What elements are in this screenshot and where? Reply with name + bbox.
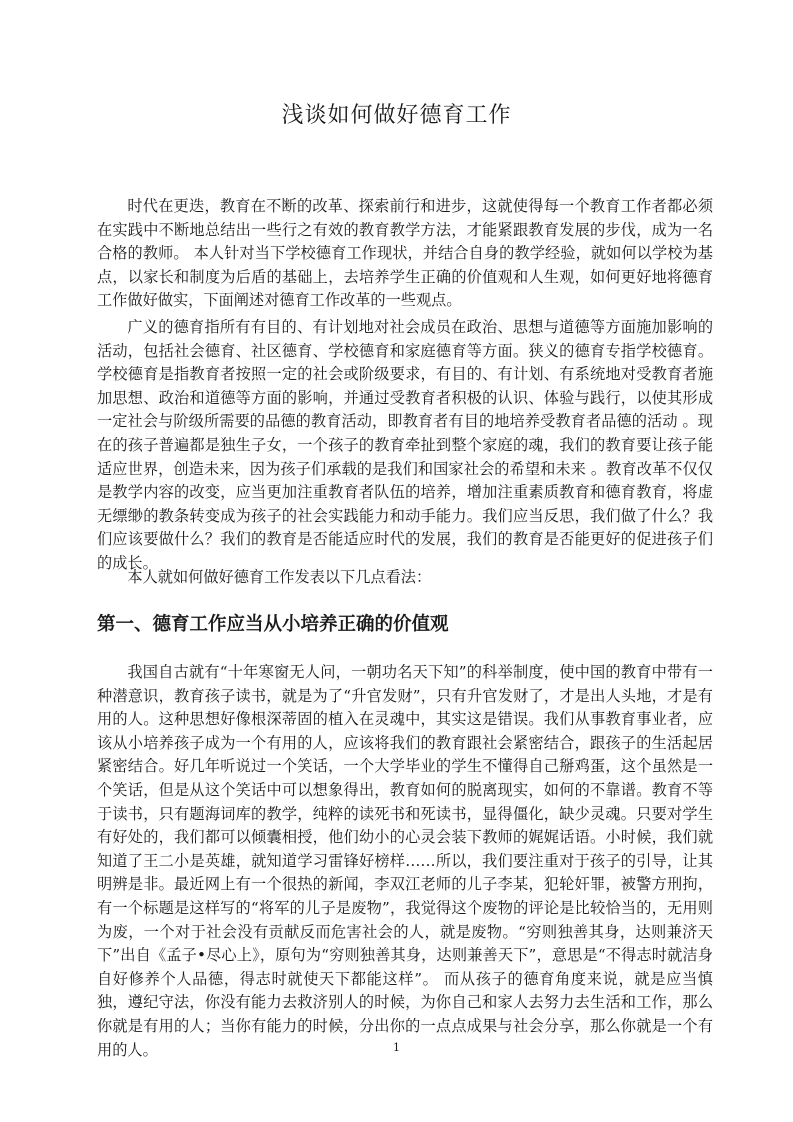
lead-in-paragraph: 本人就如何做好德育工作发表以下几点看法：	[127, 568, 432, 586]
intro-paragraph: 时代在更迭，教育在不断的改革、探索前行和进步，这就使得每一个教育工作者都必须在实践中不断地总结出一些行之有效的教育教学方法，才能紧跟教育发展的步伐，成为一名合格的教师。 本人针对当下学校德育工作现状，并结合自身的教学经验，就如何以学校为基点，以家长和制度为后盾的基础上，去培养学生正确的价值观和人生观，如何更好地将德育工作做好做实，下面阐述对德育工作改革的一些观点。	[97, 197, 713, 310]
definition-paragraph: 广义的德育指所有有目的、有计划地对社会成员在政治、思想与道德等方面施加影响的活动，包括社会德育、社区德育、学校德育和家庭德育等方面。狭义的德育专指学校德育。学校德育是指教育者按照一定的社会或阶级要求，有目的、有计划、有系统地对受教育者施加思想、政治和道德等方面的影响，并通过受教育者积极的认识、体验与践行，以使其形成一定社会与阶级所需要的品德的教育活动，即教育者有目的地培养受教育者品德的活动 。现在的孩子普遍都是独生子女，一个孩子的教育牵扯到整个家庭的魂，我们的教育要让孩子能适应世界，创造未来，因为孩子们承载的是我们和国家社会的希望和未来 。教育改革不仅仅是教学内容的改变，应当更加注重教育者队伍的培养，增加注重素质教育和德育教育，将虚无缥缈的教条转变成为孩子的社会实践能力和动手能力。我们应当反思，我们做了什么？我们应该要做什么？我们的教育是否能适应时代的发展，我们的教育是否能更好的促进孩子们的成长。	[97, 318, 713, 572]
document-title: 浅谈如何做好德育工作	[281, 103, 512, 128]
section-heading: 第一、德育工作应当从小培养正确的价值观	[97, 614, 449, 635]
page-number: 1	[393, 1041, 400, 1054]
section-paragraph: 我国自古就有“十年寒窗无人问，一朝功名天下知”的科举制度，使中国的教育中带有一种潜意识，教育孩子读书，就是为了“升官发财”，只有升官发财了，才是出人头地，才是有用的人。这种思想好像根深蒂固的植入在灵魂中，其实这是错误。我们从事教育事业者，应该从小培养孩子成为一个有用的人，应该将我们的教育跟社会紧密结合，跟孩子的生活起居紧密结合。好几年听说过一个笑话，一个大学毕业的学生不懂得自己掰鸡蛋，这个虽然是一个笑话，但是从这个笑话中可以想象得出，教育如何的脱离现实，如何的不靠谱。教育不等于读书，只有题海词库的教学，纯粹的读死书和死读书，显得僵化，缺少灵魂。只要对学生有好处的，我们都可以倾囊相授，他们幼小的心灵会装下教师的娓娓话语。小时候，我们就知道了王二小是英雄，就知道学习雷锋好榜样……所以，我们要注重对于孩子的引导，让其明辨是非。最近网上有一个很热的新闻，李双江老师的儿子李某，犯轮奸罪，被警方刑拘，有一个标题是这样写的“将军的儿子是废物”，我觉得这个废物的评论是比较恰当的，无用则为废，一个对于社会没有贡献反而危害社会的人，就是废物。“穷则独善其身，达则兼济天下”出自《孟子•尽心上》，原句为“穷则独善其身，达则兼善天下”，意思是“不得志时就洁身自好修养个人品德，得志时就使天下都能这样”。 而从孩子的德育角度来说，就是应当慎独，遵纪守法，你没有能力去救济别人的时候，为你自己和家人去努力去生活和工作，那么你就是有用的人；当你有能力的时候，分出你的一点点成果与社会分享，那么你就是一个有用的人。	[97, 663, 713, 1059]
